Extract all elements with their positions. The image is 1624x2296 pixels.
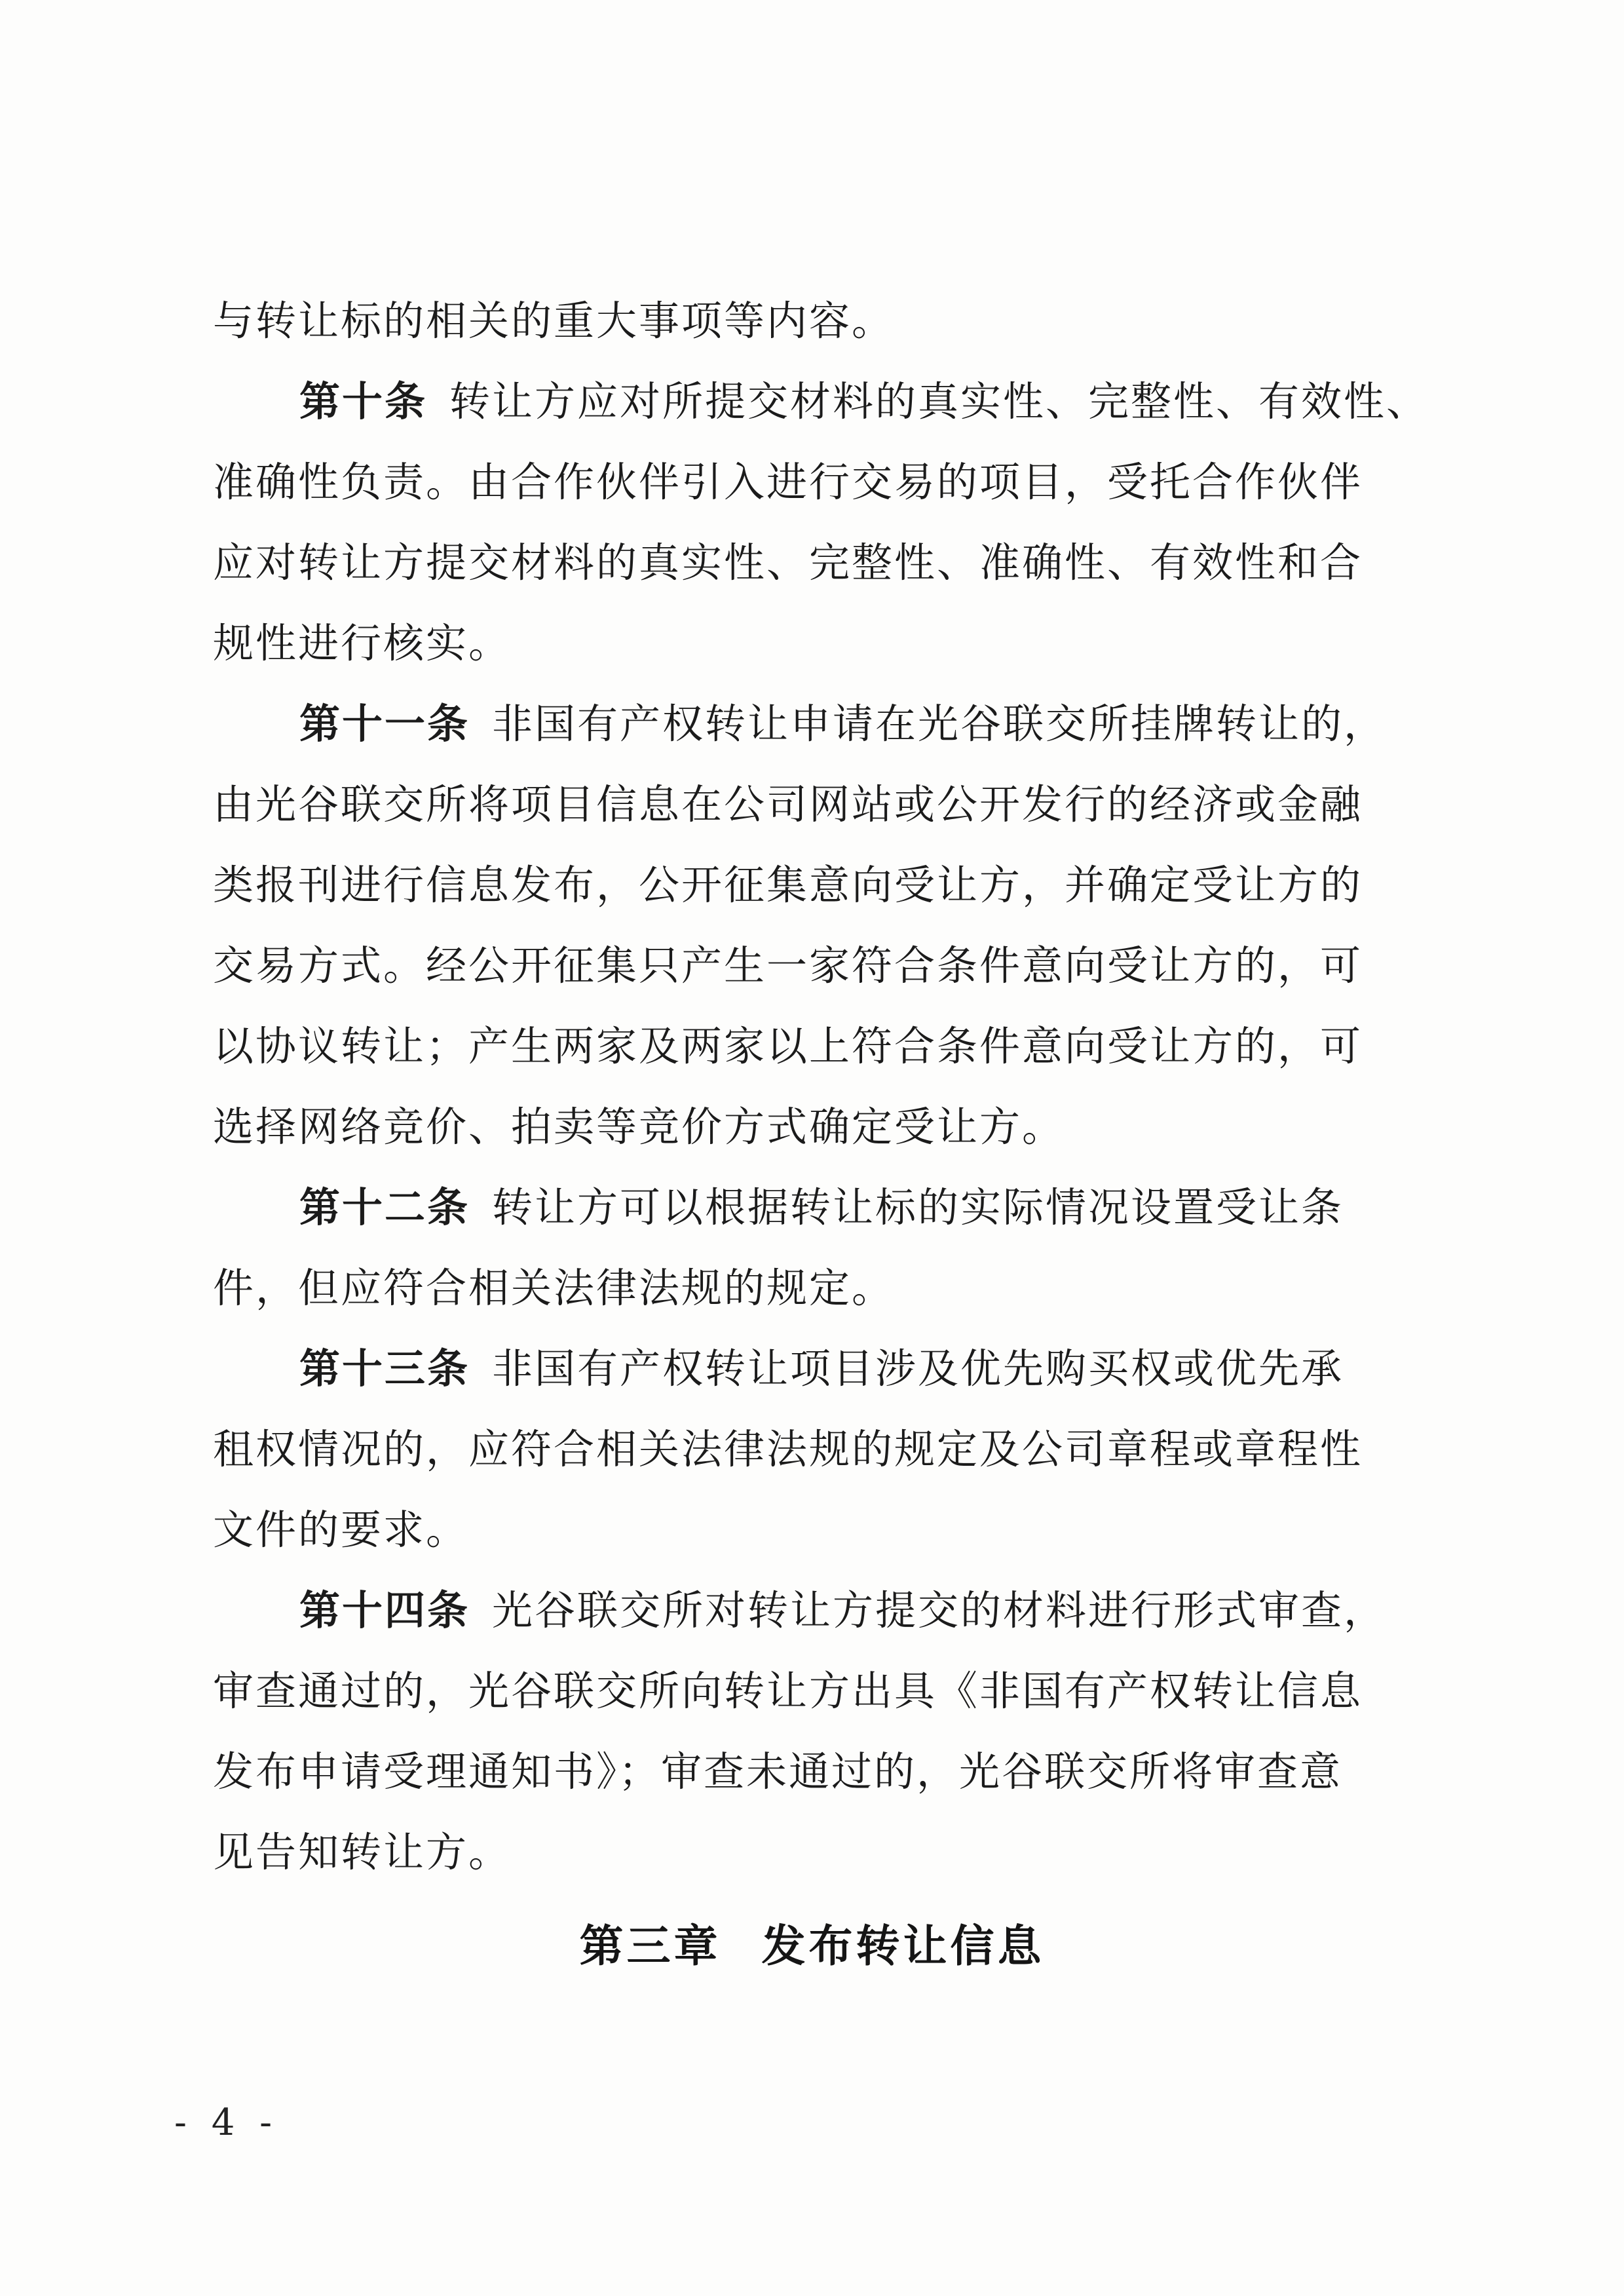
text-line [213, 1731, 1399, 1812]
text-line-article-13 [213, 1328, 1399, 1409]
text-line [213, 442, 1399, 522]
line-text: 转让方可以根据转让标的实际情况设置受让条 [492, 1183, 1344, 1231]
text-line-article-11 [213, 683, 1399, 764]
line-text: 文件的要求。 [213, 1506, 469, 1554]
line-text: 由光谷联交所将项目信息在公司网站或公开发行的经济或金融 [213, 780, 1363, 828]
text-line [213, 764, 1399, 845]
line-text: 类报刊进行信息发布，公开征集意向受让方，并确定受让方的 [213, 861, 1363, 909]
line-text: 准确性负责。由合作伙伴引入进行交易的项目，受托合作伙伴 [213, 458, 1363, 506]
line-text: 审查通过的，光谷联交所向转让方出具《非国有产权转让信息 [213, 1667, 1363, 1715]
article-label: 第十四条 [299, 1586, 470, 1634]
text-line-article-10 [213, 361, 1429, 442]
line-text: 应对转让方提交材料的真实性、完整性、准确性、有效性和合 [213, 539, 1363, 586]
article-label: 第十一条 [299, 700, 470, 748]
text-line-article-12 [213, 1167, 1399, 1248]
line-text: 租权情况的，应符合相关法律法规的规定及公司章程或章程性 [213, 1425, 1363, 1473]
line-text: 转让方应对所提交材料的真实性、完整性、有效性、 [449, 377, 1429, 425]
line-text: 选择网络竞价、拍卖等竞价方式确定受让方。 [213, 1103, 1065, 1151]
line-text: 件，但应符合相关法律法规的规定。 [213, 1264, 895, 1312]
chapter-number: 第三章 [579, 1921, 721, 1972]
chapter-title: 发布转让信息 [761, 1921, 1045, 1972]
article-label: 第十二条 [299, 1183, 470, 1231]
line-text: 发布申请受理通知书》；审查未通过的，光谷联交所将审查意 [213, 1748, 1343, 1795]
article-label: 第十条 [299, 377, 428, 425]
line-text: 规性进行核实。 [213, 619, 512, 667]
text-line [213, 280, 1399, 361]
text-line [213, 925, 1399, 1006]
chapter-heading [0, 1913, 1624, 1979]
text-line-article-14 [213, 1570, 1399, 1651]
line-text: 交易方式。经公开征集只产生一家符合条件意向受让方的，可 [213, 942, 1363, 989]
text-line [213, 522, 1399, 603]
page-number: - 4 - [174, 2101, 279, 2144]
document-body [213, 280, 1429, 1892]
line-text: 见告知转让方。 [213, 1828, 512, 1876]
line-text: 非国有产权转让项目涉及优先购买权或优先承 [492, 1345, 1344, 1392]
line-text: 光谷联交所对转让方提交的材料进行形式审查， [492, 1586, 1387, 1634]
line-text: 与转让标的相关的重大事项等内容。 [213, 297, 895, 345]
text-line [213, 845, 1399, 925]
text-line [213, 1006, 1399, 1086]
article-label: 第十三条 [299, 1345, 470, 1392]
text-line [213, 1812, 1399, 1892]
text-line [213, 1409, 1399, 1489]
line-text: 非国有产权转让申请在光谷联交所挂牌转让的， [492, 700, 1387, 748]
text-line [213, 603, 1399, 683]
text-line [213, 1489, 1399, 1570]
text-line [213, 1086, 1399, 1167]
text-line [213, 1248, 1399, 1328]
line-text: 以协议转让；产生两家及两家以上符合条件意向受让方的，可 [213, 1022, 1363, 1070]
text-line [213, 1651, 1399, 1731]
